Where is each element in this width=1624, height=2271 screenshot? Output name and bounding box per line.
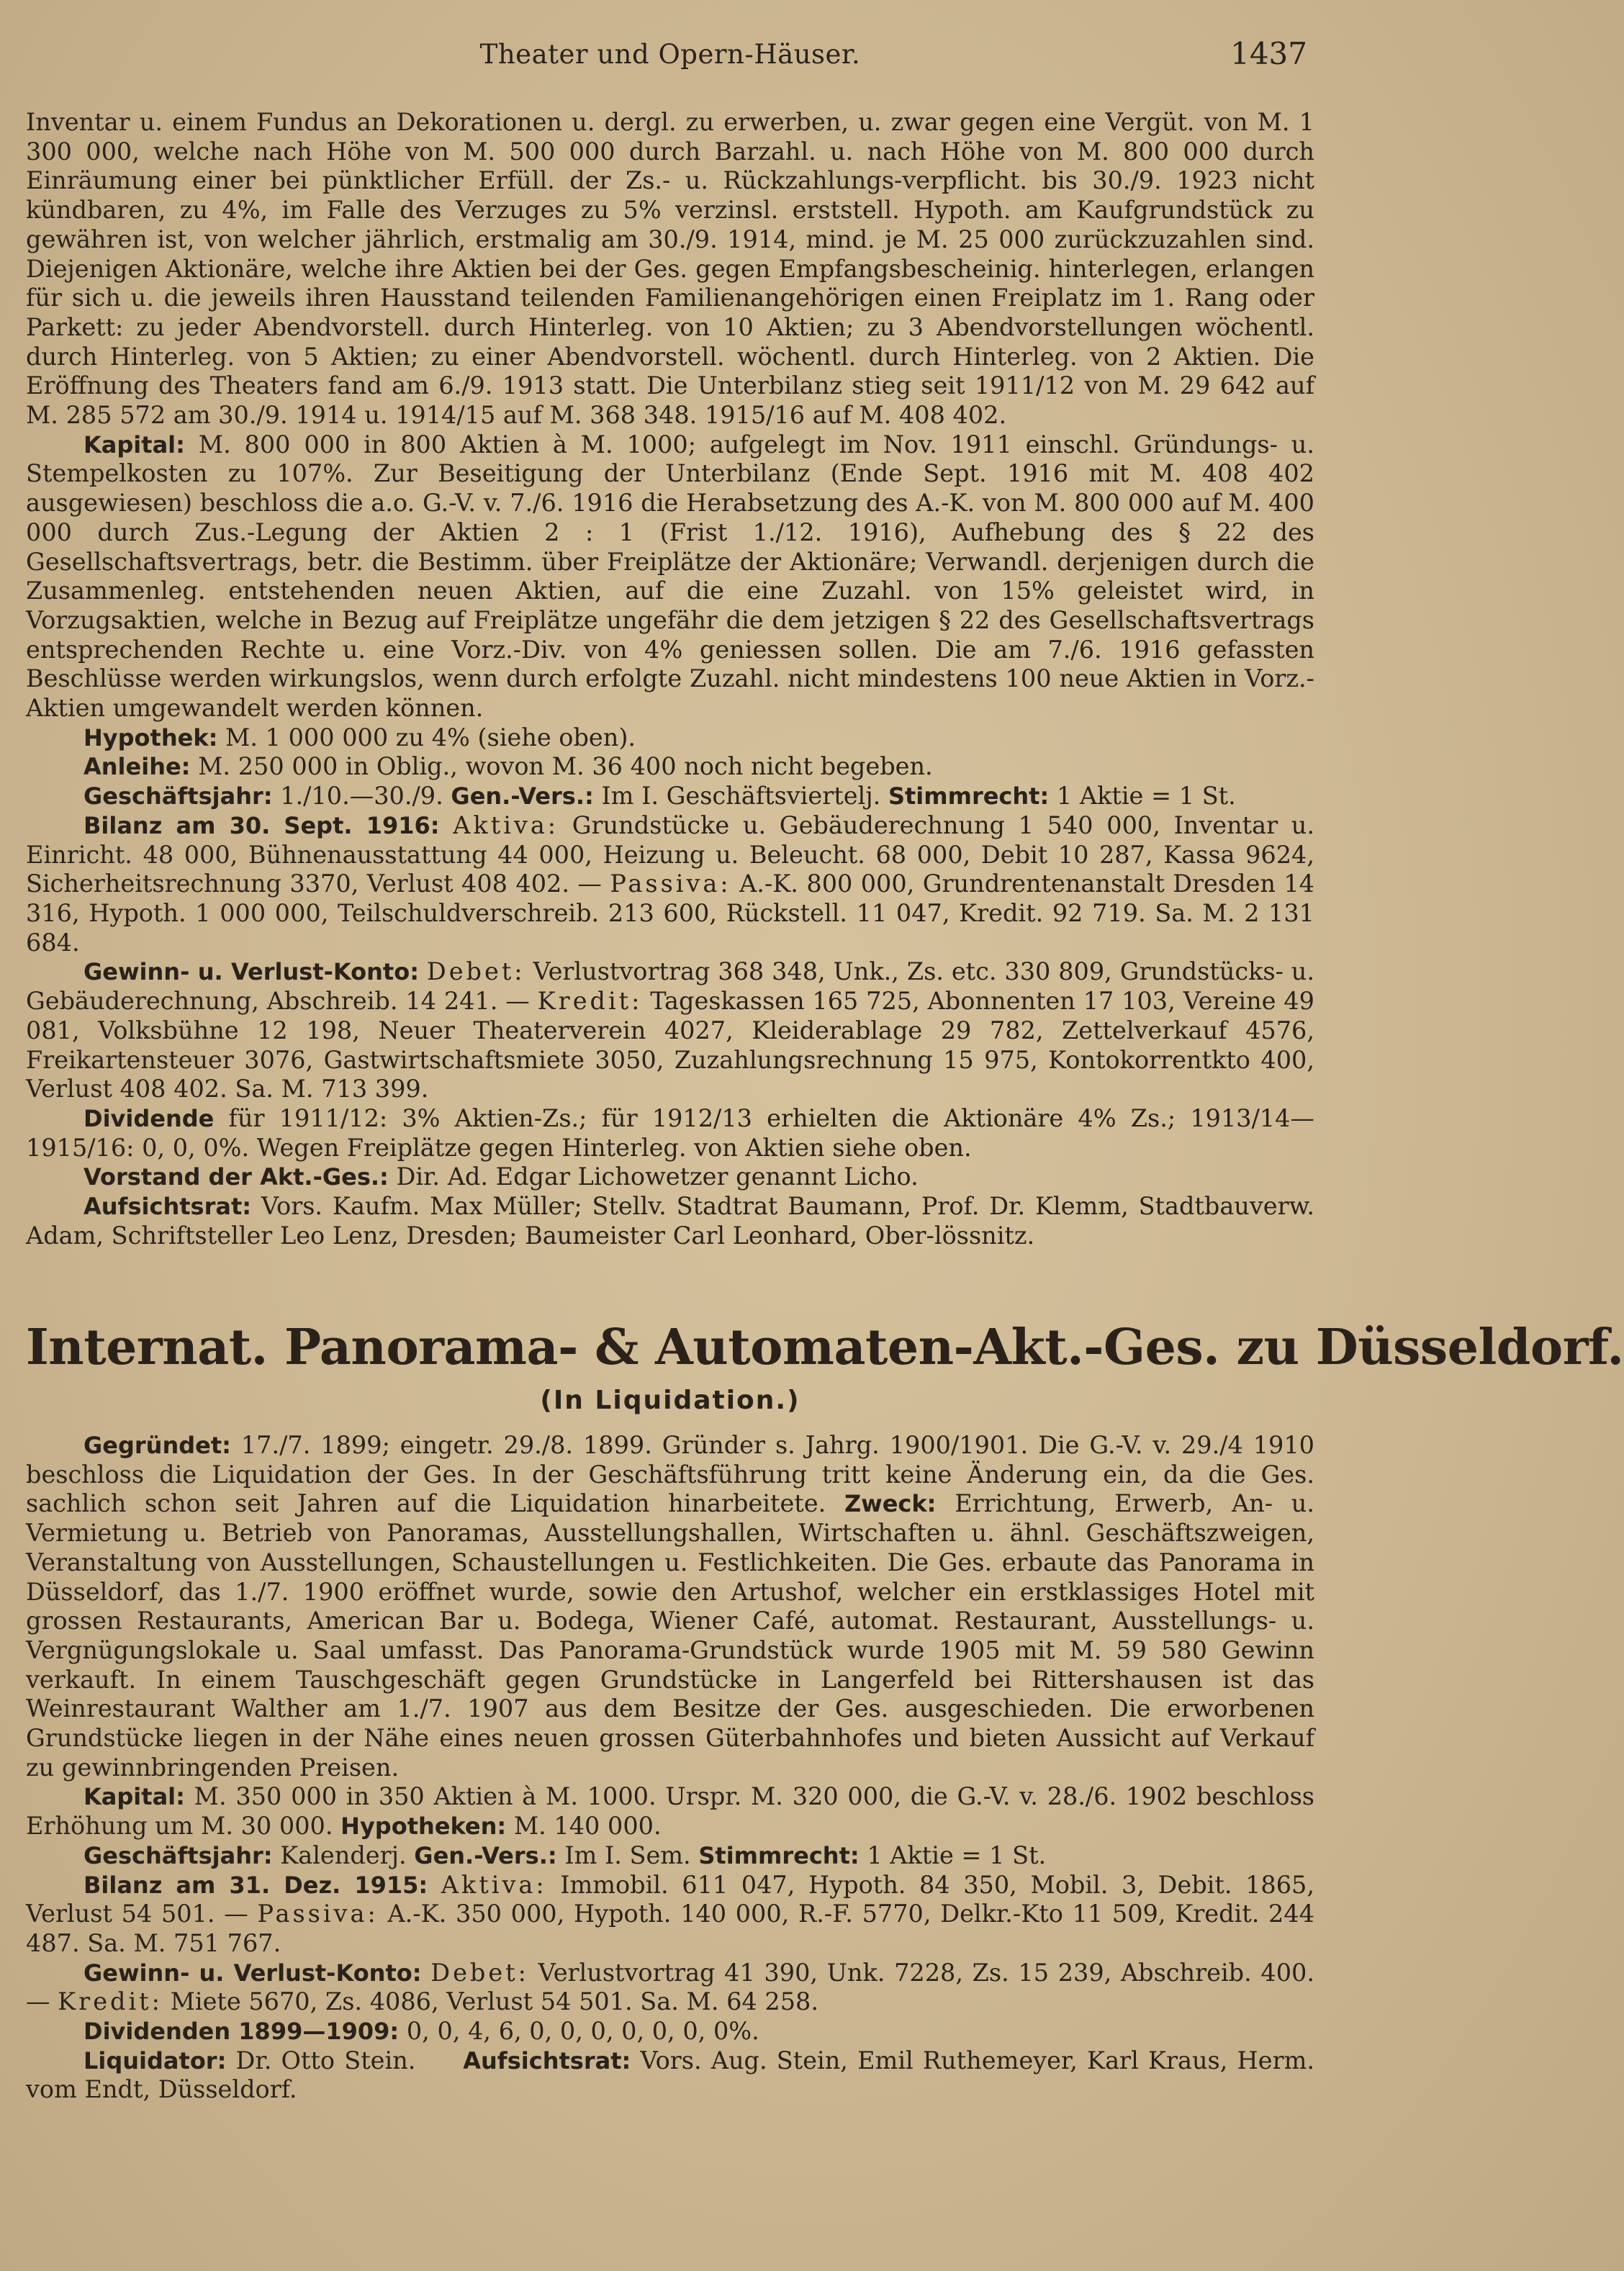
anleihe-paragraph <box>26 752 1314 782</box>
gegruendet-text: 17./7. 1899; eingetr. 29./8. 1899. Gründer s. Jahrg. 1900/1901. Die G.-V. v. 29./4 1910 beschloss die Liquidation der Ges. In der Geschäftsführung tritt keine Änderung ein, da die Ges. sachlich schon seit Jahren auf die Liquidation hinarbeitete. <box>26 1431 1314 1518</box>
passiva-text: A.-K. 800 000, Grundrentenanstalt Dresden 14 316, Hypoth. 1 000 000, Teilschuldverschreib. 213 600, Rückstell. 11 047, Kredit. 92 719. Sa. M. 2 131 684. <box>26 870 1314 957</box>
running-title: Theater und Opern-Häuser. <box>479 39 861 70</box>
dividenden-label: Dividenden 1899—1909: <box>84 2018 400 2046</box>
debet2-text: Verlustvortrag 41 390, Unk. 7228, Zs. 15 239, Abschreib. 400. — <box>26 1958 1315 2016</box>
aufsichtsrat2-label: Aufsichtsrat: <box>463 2046 631 2074</box>
geschaeftsjahr-label: Geschäftsjahr: <box>84 782 273 811</box>
liquidator-text: Dr. Otto Stein. <box>235 2046 416 2074</box>
dividenden-text: 0, 0, 4, 6, 0, 0, 0, 0, 0, 0, 0%. <box>406 2017 759 2046</box>
hypothek-text: M. 1 000 000 zu 4% (siehe oben). <box>225 723 636 751</box>
stimmrecht2-label: Stimmrecht: <box>698 1841 860 1869</box>
dividende-paragraph <box>26 1104 1314 1162</box>
anleihe-text: M. 250 000 in Oblig., wovon M. 36 400 noch nicht begeben. <box>198 752 933 781</box>
hypotheken-label: Hypotheken: <box>340 1812 507 1841</box>
entry-theater-continuation <box>26 108 1314 1250</box>
guv-label: Gewinn- u. Verlust-Konto: <box>84 958 419 986</box>
bilanz-paragraph <box>26 811 1314 958</box>
geschaeftsjahr2-label: Geschäftsjahr: <box>84 1841 273 1869</box>
gegruendet-label: Gegründet: <box>84 1432 231 1459</box>
stimmrecht2-text: 1 Aktie = 1 St. <box>867 1841 1047 1869</box>
debet2-label: Debet: <box>430 1958 529 1987</box>
intro-paragraph: Inventar u. einem Fundus an Dekorationen u. dergl. zu erwerben, u. zwar gegen eine Vergüt. von M. 1 300 000, welche nach Höhe von M. 500 000 durch Barzahl. u. nach Höhe von M. 800 000 durch Einräumung einer bei pünktlicher Erfüll. der Zs.- u. Rückzahlungs-verpflicht. bis 30./9. 1923 nicht kündbaren, zu 4%, im Falle des Verzuges zu 5% verzinsl. erststell. Hypoth. am Kaufgrundstück zu gewähren ist, von welcher jährlich, erstmalig am 30./9. 1914, mind. je M. 25 000 zurückzuzahlen sind. Diejenigen Aktionäre, welche ihre Aktien bei der Ges. gegen Empfangsbescheinig. hinterlegen, erlangen für sich u. die jeweils ihren Hausstand teilenden Familienangehörigen einen Freiplatz im 1. Rang oder Parkett: zu jeder Abendvorstell. durch Hinterleg. von 10 Aktien; zu 3 Abendvorstellungen wöchentl. durch Hinterleg. von 5 Aktien; zu einer Abendvorstell. wöchentl. durch Hinterleg. von 2 Aktien. Die Eröffnung des Theaters fand am 6./9. 1913 statt. Die Unterbilanz stieg seit 1911/12 von M. 29 642 auf M. 285 572 am 30./9. 1914 u. 1914/15 auf M. 368 348. 1915/16 auf M. 408 402. <box>26 108 1314 430</box>
kapital2-label: Kapital: <box>84 1783 185 1811</box>
aufsichtsrat-text: Vors. Kaufm. Max Müller; Stellv. Stadtrat Baumann, Prof. Dr. Klemm, Stadtbauverw. Adam, Schriftsteller Leo Lenz, Dresden; Baumeister Carl Leonhard, Ober-lössnitz. <box>26 1192 1314 1250</box>
zweck-label: Zweck: <box>844 1490 937 1518</box>
passiva-label: Passiva: <box>610 870 731 898</box>
dividende-label: Dividende <box>84 1104 215 1132</box>
vorstand-text: Dir. Ad. Edgar Lichowetzer genannt Licho. <box>396 1162 919 1191</box>
entry-panorama <box>26 1431 1314 2105</box>
liquidator-paragraph <box>26 2046 1314 2105</box>
page-header <box>26 35 1314 78</box>
aktiva2-label: Aktiva: <box>441 1870 547 1899</box>
guv-paragraph <box>26 957 1314 1104</box>
kapital2-paragraph <box>26 1782 1314 1841</box>
page-number: 1437 <box>1230 36 1307 71</box>
kredit2-text: Miete 5670, Zs. 4086, Verlust 54 501. Sa. M. 64 258. <box>170 1987 818 2016</box>
geschaeftsjahr2-text: Kalenderj. <box>280 1841 407 1869</box>
kredit2-label: Kredit: <box>58 1987 163 2016</box>
stimmrecht-label: Stimmrecht: <box>888 782 1050 811</box>
hypothek-label: Hypothek: <box>84 723 218 751</box>
genvers-text: Im I. Geschäftsviertelj. <box>601 782 881 811</box>
aufsichtsrat-paragraph <box>26 1192 1314 1250</box>
aktiva-text: Grundstücke u. Gebäuderechnung 1 540 000, Inventar u. Einricht. 48 000, Bühnenausstattung 44 000, Heizung u. Beleucht. 68 000, Debit 10 287, Kassa 9624, Sicherheitsrechnung 3370, Verlust 408 402. — <box>26 811 1314 898</box>
kapital-label: Kapital: <box>84 430 185 459</box>
guv2-paragraph <box>26 1959 1314 2017</box>
passiva2-label: Passiva: <box>257 1900 379 1928</box>
dividende-text: für 1911/12: 3% Aktien-Zs.; für 1912/13 erhielten die Aktionäre 4% Zs.; 1913/14—1915/16: 0, 0, 0%. Wegen Freiplätze gegen Hinterleg. von Aktien siehe oben. <box>26 1103 1314 1162</box>
anleihe-label: Anleihe: <box>84 753 191 781</box>
liquidator-label: Liquidator: <box>84 2046 227 2074</box>
kredit-text: Tageskassen 165 725, Abonnenten 17 103, Vereine 49 081, Volksbühne 12 198, Neuer Theaterverein 4027, Kleiderablage 29 782, Zettelverkauf 4576, Freikartensteuer 3076, Gastwirtschaftsmiete 3050, Zuzahlungsrechnung 15 975, Kontokorrentkto 400, Verlust 408 402. Sa. M. 713 399. <box>26 987 1314 1103</box>
genvers2-label: Gen.-Vers.: <box>414 1841 557 1869</box>
genvers-label: Gen.-Vers.: <box>451 782 594 811</box>
hypotheken-text: M. 140 000. <box>513 1812 662 1841</box>
vorstand-paragraph <box>26 1162 1314 1192</box>
section-subheading: (In Liquidation.) <box>540 1386 800 1415</box>
geschaeftsjahr-paragraph <box>26 782 1314 811</box>
kapital-text: M. 800 000 in 800 Aktien à M. 1000; aufgelegt im Nov. 1911 einschl. Gründungs- u. Stempelkosten zu 107%. Zur Beseitigung der Unterbilanz (Ende Sept. 1916 mit M. 408 402 ausgewiesen) beschloss die a.o. G.-V. v. 7./6. 1916 die Herabsetzung des A.-K. von M. 800 000 auf M. 400 000 durch Zus.-Legung der Aktien 2 : 1 (Frist 1./12. 1916), Aufhebung des § 22 des Gesellschaftsvertrags, betr. die Bestimm. über Freiplätze der Aktionäre; Verwandl. derjenigen durch die Zusammenleg. entstehenden neuen Aktien, auf die eine Zuzahl. von 15% geleistet wird, in Vorzugsaktien, welche in Bezug auf Freiplätze ungefähr die dem jetzigen § 22 des Gesellschaftsvertrags entsprechenden Rechte u. eine Vorz.-Div. von 4% geniessen sollen. Die am 7./6. 1916 gefassten Beschlüsse werden wirkungslos, wenn durch erfolgte Zuzahl. nicht mindestens 100 neue Aktien in Vorz.-Aktien umgewandelt werden können. <box>26 430 1315 723</box>
stimmrecht-text: 1 Aktie = 1 St. <box>1056 782 1236 811</box>
geschaeftsjahr-text: 1./10.—30./9. <box>280 782 443 811</box>
vorstand-label: Vorstand der Akt.-Ges.: <box>84 1163 389 1191</box>
bilanz-label: Bilanz am 30. Sept. 1916: <box>84 811 440 839</box>
guv2-label: Gewinn- u. Verlust-Konto: <box>84 1959 422 1987</box>
aufsichtsrat2-text: Vors. Aug. Stein, Emil Ruthemeyer, Karl Kraus, Herm. vom Endt, Düsseldorf. <box>26 2046 1314 2104</box>
section-heading: Internat. Panorama- & Automaten-Akt.-Ges. zu Düsseldorf. <box>26 1319 1624 1376</box>
gegruendet-paragraph <box>26 1431 1314 1782</box>
aufsichtsrat-label: Aufsichtsrat: <box>84 1193 252 1221</box>
bilanz2-paragraph <box>26 1871 1314 1959</box>
debet-label: Debet: <box>426 957 525 986</box>
passiva2-text: A.-K. 350 000, Hypoth. 140 000, R.-F. 5770, Delkr.-Kto 11 509, Kredit. 244 487. Sa. M. 751 767. <box>26 1900 1314 1957</box>
dividenden-paragraph <box>26 2017 1314 2046</box>
kredit-label: Kredit: <box>537 987 643 1016</box>
debet-text: Verlustvortrag 368 348, Unk., Zs. etc. 330 809, Grundstücks- u. Gebäuderechnung, Abschreib. 14 241. — <box>26 957 1314 1016</box>
kapital2-text: M. 350 000 in 350 Aktien à M. 1000. Urspr. M. 320 000, die G.-V. v. 28./6. 1902 beschloss Erhöhung um M. 30 000. <box>26 1782 1314 1841</box>
geschaeftsjahr2-paragraph <box>26 1841 1314 1871</box>
genvers2-text: Im I. Sem. <box>564 1841 691 1869</box>
aktiva-label: Aktiva: <box>453 811 559 839</box>
bilanz2-label: Bilanz am 31. Dez. 1915: <box>84 1871 428 1899</box>
aktiva2-text: Immobil. 611 047, Hypoth. 84 350, Mobil. 3, Debit. 1865, Verlust 54 501. — <box>26 1870 1314 1928</box>
kapital-paragraph <box>26 430 1314 723</box>
zweck-text: Errichtung, Erwerb, An- u. Vermietung u. Betrieb von Panoramas, Ausstellungshallen, Wirtschaften u. ähnl. Geschäftszweigen, Veranstaltung von Ausstellungen, Schaustellungen u. Festlichkeiten. Die Ges. erbaute das Panorama in Düsseldorf, das 1./7. 1900 eröffnet wurde, sowie den Artushof, welcher ein erstklassiges Hotel mit grossen Restaurants, American Bar u. Bodega, Wiener Café, automat. Restaurant, Ausstellungs- u. Vergnügungslokale u. Saal umfasst. Das Panorama-Grundstück wurde 1905 mit M. 59 580 Gewinn verkauft. In einem Tauschgeschäft gegen Grundstücke in Langerfeld bei Rittershausen ist das Weinrestaurant Walther am 1./7. 1907 aus dem Besitze der Ges. ausgeschieden. Die erworbenen Grundstücke liegen in der Nähe eines neuen grossen Güterbahnhofes und bieten Aussicht auf Verkauf zu gewinnbringenden Preisen. <box>26 1489 1315 1782</box>
hypothek-paragraph <box>26 723 1314 753</box>
